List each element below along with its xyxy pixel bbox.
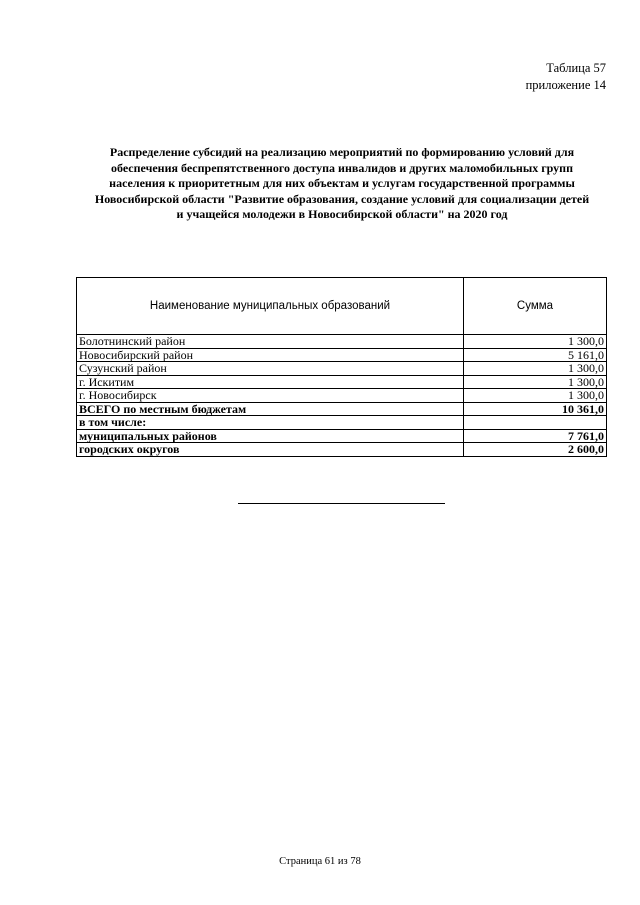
title-line: и учащейся молодежи в Новосибирской области" на 2020 год <box>176 207 508 222</box>
row-sum: 5 161,0 <box>464 348 607 362</box>
table-reference <box>526 60 606 94</box>
row-sum: 1 300,0 <box>464 335 607 349</box>
row-name: г. Искитим <box>77 375 464 389</box>
total-row <box>77 402 607 416</box>
row-sum: 1 300,0 <box>464 375 607 389</box>
table-row <box>77 335 607 349</box>
table-row <box>77 362 607 376</box>
row-sum: 2 600,0 <box>464 443 607 457</box>
subtotal-row <box>77 443 607 457</box>
row-name: ВСЕГО по местным бюджетам <box>77 402 464 416</box>
row-name: г. Новосибирск <box>77 389 464 403</box>
page-number: Страница 61 из 78 <box>279 856 361 867</box>
table-row <box>77 375 607 389</box>
document-title <box>72 145 612 223</box>
subsidy-table <box>76 277 607 457</box>
table-row <box>77 389 607 403</box>
row-name: городских округов <box>77 443 464 457</box>
subheading-row <box>77 416 607 430</box>
title-line: Распределение субсидий на реализацию мероприятий по формированию условий для <box>109 145 575 159</box>
divider-line <box>238 503 445 504</box>
row-name: муниципальных районов <box>77 429 464 443</box>
table-number: Таблица 57 <box>546 61 606 75</box>
appendix-number: приложение 14 <box>525 78 606 92</box>
row-sum: 1 300,0 <box>464 362 607 376</box>
row-name: Болотнинский район <box>77 335 464 349</box>
row-name: в том числе: <box>77 416 464 430</box>
title-line: населения к приоритетным для них объектам и услугам государственной программы <box>109 176 575 191</box>
title-line: обеспечения беспрепятственного доступа инвалидов и других маломобильных групп <box>110 160 573 175</box>
table-row <box>77 348 607 362</box>
row-sum <box>464 416 607 430</box>
row-name: Сузунский район <box>77 362 464 376</box>
row-sum: 10 361,0 <box>464 402 607 416</box>
row-sum: 1 300,0 <box>464 389 607 403</box>
header-name: Наименование муниципальных образований <box>77 278 464 335</box>
table-header-row <box>77 278 607 335</box>
title-line: Новосибирской области "Развитие образования, создание условий для социализации детей <box>94 191 590 206</box>
header-sum: Сумма <box>464 278 607 335</box>
row-name: Новосибирский район <box>77 348 464 362</box>
subtotal-row <box>77 429 607 443</box>
row-sum: 7 761,0 <box>464 429 607 443</box>
